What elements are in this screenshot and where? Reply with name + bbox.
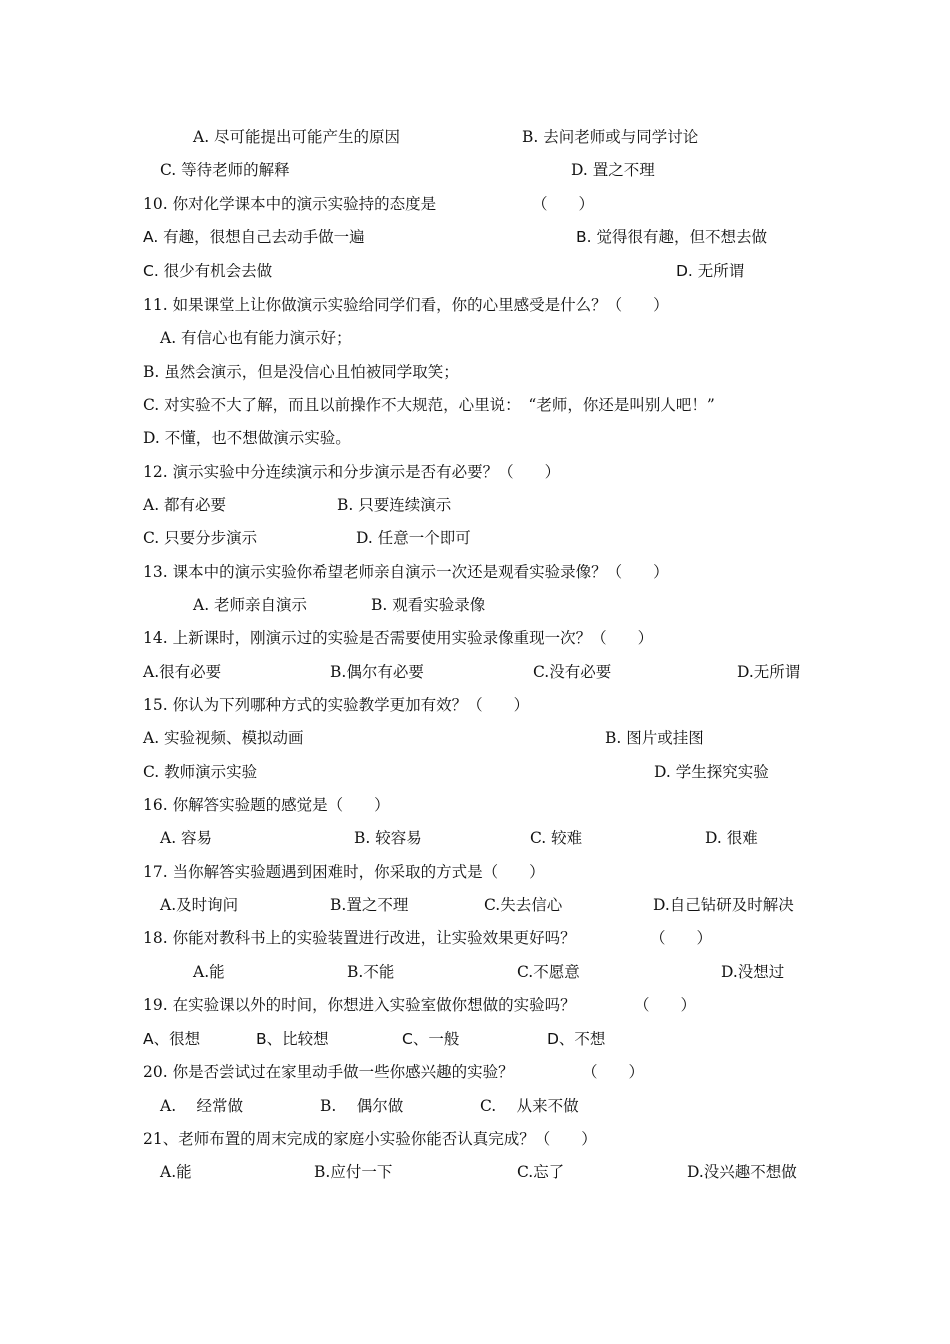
q17-option-d: D.自己钻研及时解决 <box>653 896 794 914</box>
q10-option-a: A. 有趣，很想自己去动手做一遍 <box>143 228 365 246</box>
q16-option-a: A. 容易 <box>160 829 213 847</box>
q21-option-d: D.没兴趣不想做 <box>687 1163 797 1181</box>
q12-option-a: A. 都有必要 <box>143 496 227 514</box>
q21-option-a: A.能 <box>160 1163 192 1181</box>
q10-paren: （ ） <box>532 195 595 213</box>
q19-option-c: C、一般 <box>402 1030 460 1048</box>
q15-stem: 15. 你认为下列哪种方式的实验教学更加有效？（ ） <box>143 696 530 714</box>
q16-option-d: D. 很难 <box>705 829 758 847</box>
q13-option-b: B. 观看实验录像 <box>371 596 486 614</box>
q20-stem: 20. 你是否尝试过在家里动手做一些你感兴趣的实验？ <box>143 1063 514 1081</box>
q16-option-b: B. 较容易 <box>354 829 422 847</box>
q21-option-c: C.忘了 <box>517 1163 565 1181</box>
q19-paren: （ ） <box>634 996 697 1014</box>
q9-option-a: A. 尽可能提出可能产生的原因 <box>193 128 401 146</box>
q12-option-b: B. 只要连续演示 <box>337 496 452 514</box>
q15-option-a: A. 实验视频、模拟动画 <box>143 729 304 747</box>
q21-option-b: B.应付一下 <box>314 1163 393 1181</box>
q15-option-b: B. 图片或挂图 <box>605 729 704 747</box>
q11-option-a: A. 有信心也有能力演示好； <box>160 329 352 347</box>
q11-option-d: D. 不懂，也不想做演示实验。 <box>143 429 351 447</box>
q9-option-b: B. 去问老师或与同学讨论 <box>522 128 699 146</box>
q9-option-c: C. 等待老师的解释 <box>160 161 290 179</box>
q20-option-c: C. 从来不做 <box>480 1097 579 1115</box>
q17-option-b: B.置之不理 <box>330 896 409 914</box>
q14-option-a: A.很有必要 <box>143 663 222 681</box>
q19-option-a: A、很想 <box>143 1030 201 1048</box>
q12-option-c: C. 只要分步演示 <box>143 529 258 547</box>
q14-option-c: C.没有必要 <box>533 663 612 681</box>
q18-option-d: D.没想过 <box>721 963 785 981</box>
q9-option-d: D. 置之不理 <box>571 161 655 179</box>
q17-option-c: C.失去信心 <box>484 896 563 914</box>
q10-option-c: C. 很少有机会去做 <box>143 262 273 280</box>
q10-option-d: D. 无所谓 <box>676 262 745 280</box>
q11-stem: 11. 如果课堂上让你做演示实验给同学们看，你的心里感受是什么？（ ） <box>143 296 669 314</box>
q11-option-c: C. 对实验不大了解，而且以前操作不大规范，心里说： “老师，你还是叫别人吧！” <box>143 396 715 414</box>
q16-stem: 16. 你解答实验题的感觉是（ ） <box>143 796 390 814</box>
q12-stem: 12. 演示实验中分连续演示和分步演示是否有必要？（ ） <box>143 463 561 481</box>
q13-option-a: A. 老师亲自演示 <box>193 596 308 614</box>
q18-option-a: A.能 <box>193 963 225 981</box>
q10-option-b: B. 觉得很有趣，但不想去做 <box>576 228 767 246</box>
q19-stem: 19. 在实验课以外的时间，你想进入实验室做你想做的实验吗？ <box>143 996 576 1014</box>
q12-option-d: D. 任意一个即可 <box>356 529 471 547</box>
q18-paren: （ ） <box>650 929 713 947</box>
q13-stem: 13. 课本中的演示实验你希望老师亲自演示一次还是观看实验录像？（ ） <box>143 563 669 581</box>
q18-option-b: B.不能 <box>347 963 395 981</box>
q14-option-d: D.无所谓 <box>737 663 801 681</box>
q18-stem: 18. 你能对教科书上的实验装置进行改进，让实验效果更好吗？ <box>143 929 576 947</box>
q16-option-c: C. 较难 <box>530 829 583 847</box>
q19-option-b: B、比较想 <box>256 1030 329 1048</box>
q10-stem: 10. 你对化学课本中的演示实验持的态度是 <box>143 195 437 213</box>
q21-stem: 21、老师布置的周末完成的家庭小实验你能否认真完成？（ ） <box>143 1130 597 1148</box>
q15-option-d: D. 学生探究实验 <box>654 763 769 781</box>
q11-option-b: B. 虽然会演示，但是没信心且怕被同学取笑； <box>143 363 459 381</box>
q14-option-b: B.偶尔有必要 <box>330 663 424 681</box>
q20-option-b: B. 偶尔做 <box>320 1097 404 1115</box>
q17-option-a: A.及时询问 <box>160 896 239 914</box>
q18-option-c: C.不愿意 <box>517 963 580 981</box>
q19-option-d: D、不想 <box>547 1030 606 1048</box>
q20-paren: （ ） <box>582 1063 645 1081</box>
q14-stem: 14. 上新课时，刚演示过的实验是否需要使用实验录像重现一次？（ ） <box>143 629 654 647</box>
q20-option-a: A. 经常做 <box>160 1097 244 1115</box>
q17-stem: 17. 当你解答实验题遇到困难时，你采取的方式是（ ） <box>143 863 545 881</box>
q15-option-c: C. 教师演示实验 <box>143 763 258 781</box>
